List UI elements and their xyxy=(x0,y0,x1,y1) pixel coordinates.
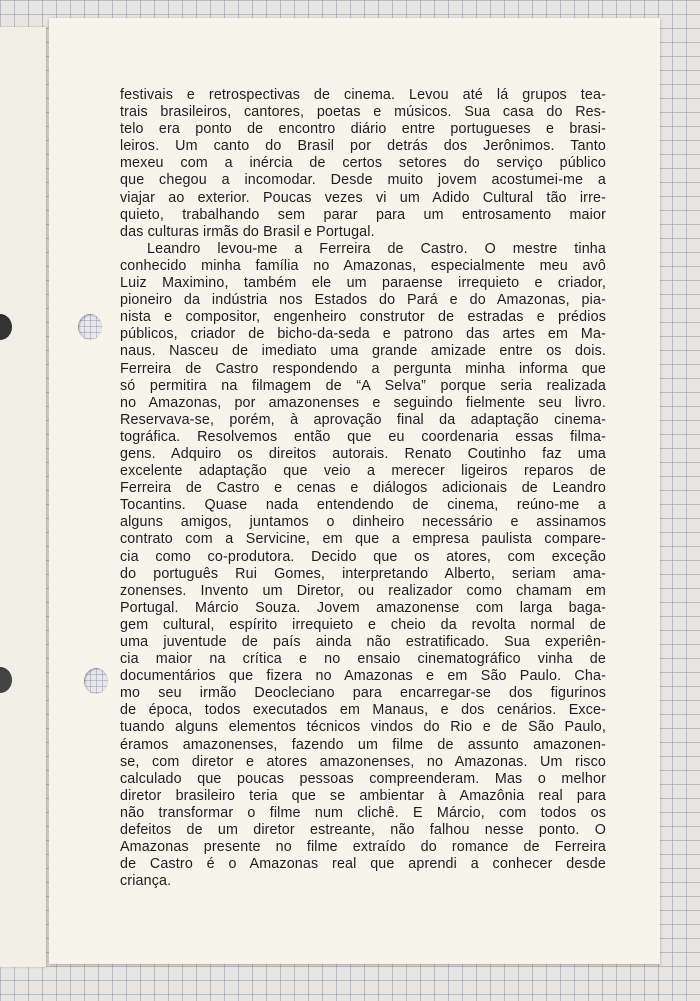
text-line: cia maior na crítica e no ensaio cinematográfico vinha de xyxy=(120,651,606,668)
text-line: uma juventude de país ainda não estratificado. Sua experiên- xyxy=(120,634,606,650)
text-line: do português Rui Gomes, interpretando Alberto, seriam ama- xyxy=(120,565,606,582)
text-line: naus. Nasceu de imediato uma grande amizade entre os dois. xyxy=(120,343,606,360)
text-line: éramos amazonenses, fazendo um filme de assunto amazonen- xyxy=(120,736,606,753)
text-line: de Castro é o Amazonas real que aprendi a conhecer desde xyxy=(120,856,606,873)
text-line: gem cultural, espírito irrequieto e cheio da revolta normal de xyxy=(120,616,606,633)
paragraph-2 xyxy=(120,241,606,891)
text-line: excelente adaptação que veio a merecer ligeiros reparos de xyxy=(120,463,606,480)
left-page-edge xyxy=(0,27,46,967)
text-line: só permitira na filmagem de “A Selva” porque seria realizada xyxy=(120,377,606,394)
text-line: Ferreira de Castro respondendo a pergunta minha informa que xyxy=(120,360,606,377)
paragraph-1 xyxy=(120,87,606,241)
binder-hole xyxy=(0,667,12,693)
text-line: cia como co-produtora. Decido que os atores, com exceção xyxy=(120,548,606,565)
text-line: defeitos de um diretor estreante, não falhou nesse ponto. O xyxy=(120,822,606,839)
text-line: alguns amigos, juntamos o dinheiro necessário e assinamos xyxy=(120,514,606,531)
text-line: mexeu com a inércia de certos setores do serviço público xyxy=(120,155,606,172)
text-line: Amazonas presente no filme extraído do romance de Ferreira xyxy=(120,839,606,856)
text-line: pioneiro da indústria nos Estados do Pará e do Amazonas, pia- xyxy=(120,292,606,309)
binder-hole xyxy=(84,668,108,694)
text-line: quieto, trabalhando sem parar para um entrosamento maior xyxy=(120,206,606,223)
text-line: no Amazonas, por amazonenses e seguindo fielmente seu livro. xyxy=(120,394,606,411)
text-line: Portugal. Márcio Souza. Jovem amazonense com larga baga- xyxy=(120,599,606,616)
text-line: Reservava-se, porém, à aprovação final da adaptação cinema- xyxy=(120,411,606,428)
text-line: nista e compositor, engenheiro construtor de estradas e prédios xyxy=(120,309,606,326)
text-line: Ferreira de Castro e cenas e diálogos adicionais de Leandro xyxy=(120,480,606,497)
binder-hole xyxy=(0,314,12,340)
text-line: leiros. Um canto do Brasil por detrás dos Jerônimos. Tanto xyxy=(120,138,606,155)
text-line: diretor brasileiro teria que se ambientar à Amazônia real para xyxy=(120,787,606,804)
text-line: que chegou a incomodar. Desde muito jovem acostumei-me a xyxy=(120,172,606,189)
body-text xyxy=(120,87,606,890)
text-line: criança. xyxy=(120,873,172,890)
text-line: contrato com a Servicine, em que a empresa paulista compare- xyxy=(120,531,606,548)
text-line: Tocantins. Quase nada entendendo de cinema, reúno-me a xyxy=(120,497,606,514)
text-line: mo seu irmão Deocleciano para encarregar-se dos figurinos xyxy=(120,685,606,702)
text-line: conhecido minha família no Amazonas, especialmente meu avô xyxy=(120,257,606,274)
text-line: Leandro levou-me a Ferreira de Castro. O mestre tinha xyxy=(147,240,606,257)
text-line: de época, todos executados em Manaus, e dos cenários. Exce- xyxy=(120,702,606,719)
text-line: gens. Adquiro os direitos autorais. Renato Coutinho faz uma xyxy=(120,445,606,462)
text-line: festivais e retrospectivas de cinema. Levou até lá grupos tea- xyxy=(120,87,606,103)
text-line: telo era ponto de encontro diário entre portugueses e brasi- xyxy=(120,121,606,138)
text-line: viajar ao exterior. Poucas vezes vi um Adido Cultural tão irre- xyxy=(120,189,606,206)
binder-hole xyxy=(78,314,102,340)
text-line: documentários que fizera no Amazonas e em São Paulo. Cha- xyxy=(120,668,606,685)
text-line: não transformar o filme num clichê. E Márcio, com todos os xyxy=(120,804,606,821)
text-line: das culturas irmãs do Brasil e Portugal. xyxy=(120,223,375,240)
text-line: Luiz Maximino, também ele um paraense irrequieto e criador, xyxy=(120,275,606,292)
text-line: tográfica. Resolvemos então que eu coordenaria essas filma- xyxy=(120,428,606,445)
document-page xyxy=(49,18,660,964)
text-line: públicos, criador de bicho-da-seda e patrono das artes em Ma- xyxy=(120,326,606,343)
text-line: se, com diretor e atores amazonenses, no Amazonas. Um risco xyxy=(120,753,606,770)
text-line: zonenses. Invento um Diretor, ou realizador como chamam em xyxy=(120,582,606,599)
text-line: tuando alguns elementos técnicos vindos do Rio e de São Paulo, xyxy=(120,719,606,736)
text-line: calculado que poucas pessoas compreenderam. Mas o melhor xyxy=(120,770,606,787)
text-line: trais brasileiros, cantores, poetas e músicos. Sua casa do Res- xyxy=(120,104,606,121)
